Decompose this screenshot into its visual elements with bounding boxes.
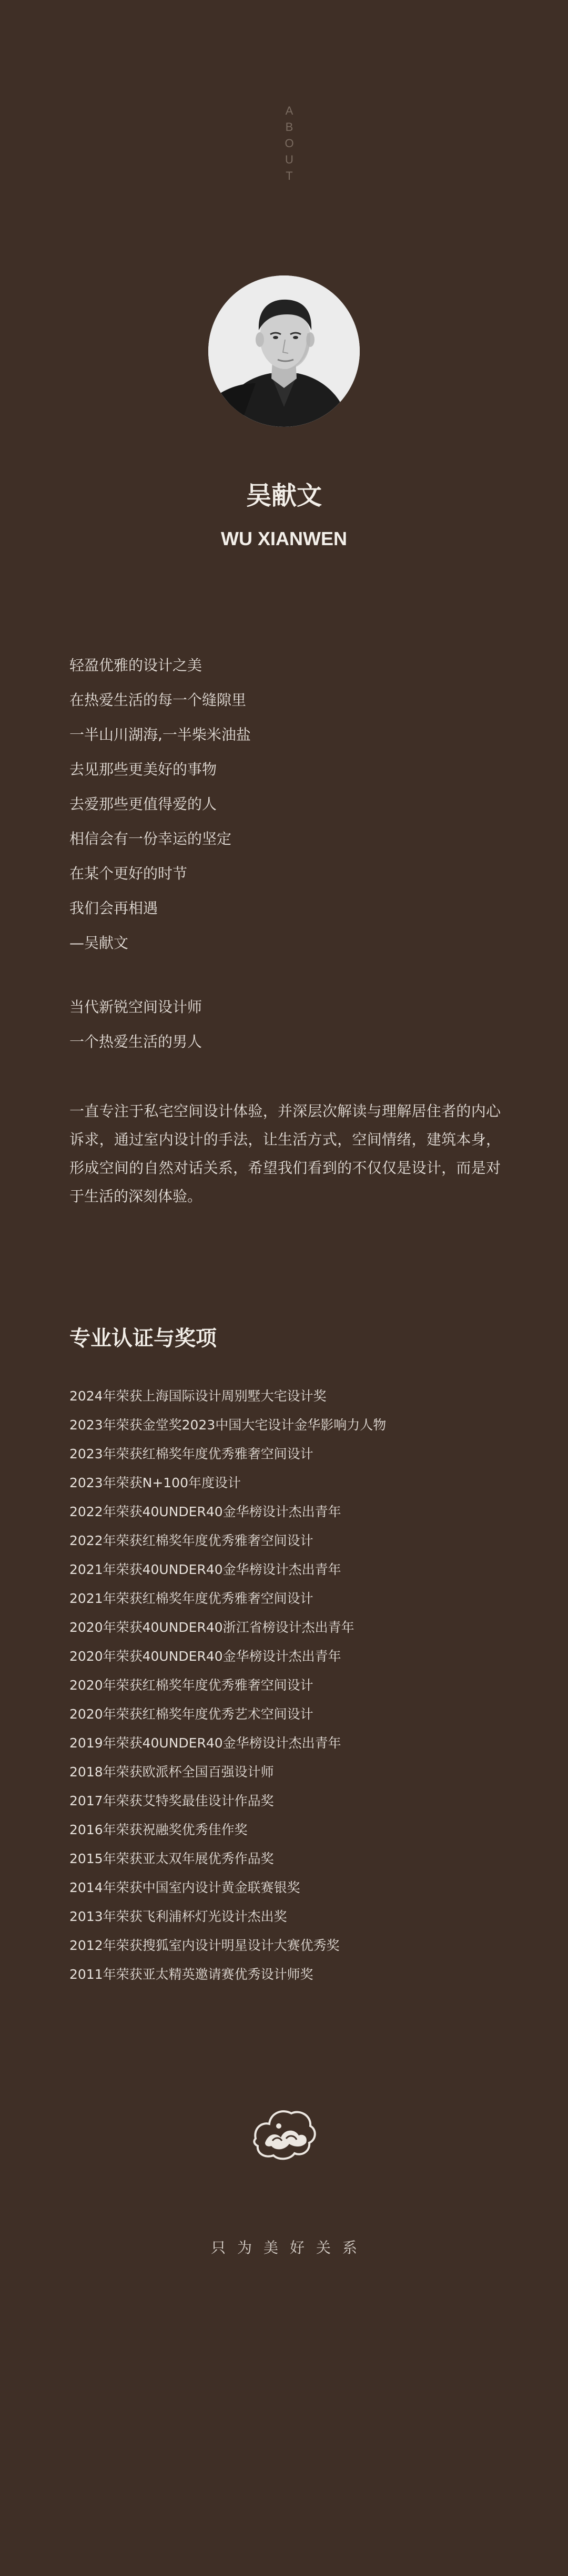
award-item: 2020年荣获40UNDER40浙江省榜设计杰出青年: [69, 1620, 354, 1635]
award-item: 2020年荣获红棉奖年度优秀艺术空间设计: [69, 1706, 313, 1722]
avatar: [208, 275, 360, 427]
poem-line: 在某个更好的时节: [69, 865, 188, 882]
awards-list: [69, 1382, 386, 1989]
poem: [69, 648, 251, 960]
award-item: 2015年荣获亚太双年展优秀作品奖: [69, 1851, 274, 1866]
name-english: WU XIANWEN: [221, 528, 347, 549]
about-letter: T: [286, 169, 293, 182]
poem-line: 去爱那些更值得爱的人: [69, 795, 217, 813]
slogan: 只为美好关系: [210, 2239, 369, 2256]
award-item: 2023年荣获金堂奖2023中国大宅设计金华影响力人物: [69, 1417, 387, 1433]
about-letter: B: [285, 120, 293, 134]
intro-line: 一个热爱生活的男人: [69, 1033, 202, 1050]
award-item: 2014年荣获中国室内设计黄金联赛银奖: [69, 1880, 300, 1895]
poem-line: 去见那些更美好的事物: [69, 761, 217, 778]
award-item: 2023年荣获N+100年度设计: [69, 1475, 241, 1490]
poem-line: 一半山川湖海,一半柴米油盐: [69, 726, 251, 743]
about-letter: U: [285, 153, 293, 166]
poem-signature: —吴献文: [69, 934, 129, 952]
name-chinese: 吴献文: [246, 481, 322, 510]
award-item: 2020年荣获40UNDER40金华榜设计杰出青年: [69, 1649, 341, 1664]
award-item: 2016年荣获祝融奖优秀佳作奖: [69, 1822, 248, 1837]
poem-line: 相信会有一份幸运的坚定: [69, 830, 232, 847]
intro: [69, 990, 202, 1059]
award-item: 2022年荣获40UNDER40金华榜设计杰出青年: [69, 1504, 341, 1519]
award-item: 2020年荣获红棉奖年度优秀雅奢空间设计: [69, 1678, 313, 1693]
about-letter: A: [285, 104, 293, 117]
intro-line: 当代新锐空间设计师: [69, 998, 202, 1016]
poem-line: 轻盈优雅的设计之美: [69, 657, 202, 674]
award-item: 2017年荣获艾特奖最佳设计作品奖: [69, 1793, 274, 1808]
award-item: 2011年荣获亚太精英邀请赛优秀设计师奖: [69, 1967, 313, 1982]
award-item: 2012年荣获搜狐室内设计明星设计大赛优秀奖: [69, 1938, 340, 1953]
award-item: 2019年荣获40UNDER40金华榜设计杰出青年: [69, 1735, 341, 1751]
awards-title: 专业认证与奖项: [69, 1326, 217, 1351]
award-item: 2013年荣获飞利浦杯灯光设计杰出奖: [69, 1909, 287, 1924]
award-item: 2021年荣获红棉奖年度优秀雅奢空间设计: [69, 1591, 313, 1606]
about-letter: O: [285, 137, 294, 150]
award-item: 2024年荣获上海国际设计周别墅大宅设计奖: [69, 1388, 327, 1404]
award-item: 2022年荣获红棉奖年度优秀雅奢空间设计: [69, 1533, 313, 1548]
award-item: 2021年荣获40UNDER40金华榜设计杰出青年: [69, 1562, 341, 1577]
award-item: 2018年荣获欧派杯全国百强设计师: [69, 1764, 274, 1780]
bio-paragraph: 一直专注于私宅空间设计体验，并深层次解读与理解居住者的内心诉求，通过室内设计的手法，让生活方式，空间情绪，建筑本身，形成空间的自然对话关系，希望我们看到的不仅仅是设计，而是对于生活的深刻体验。: [69, 1102, 501, 1205]
portrait-photo: [208, 275, 360, 427]
poem-line: 在热爱生活的每一个缝隙里: [69, 691, 247, 709]
poem-line: 我们会再相遇: [69, 899, 158, 917]
award-item: 2023年荣获红棉奖年度优秀雅奢空间设计: [69, 1446, 313, 1461]
cloud-mountain-logo-icon: [251, 2106, 317, 2163]
about-vertical-label: [279, 103, 300, 184]
